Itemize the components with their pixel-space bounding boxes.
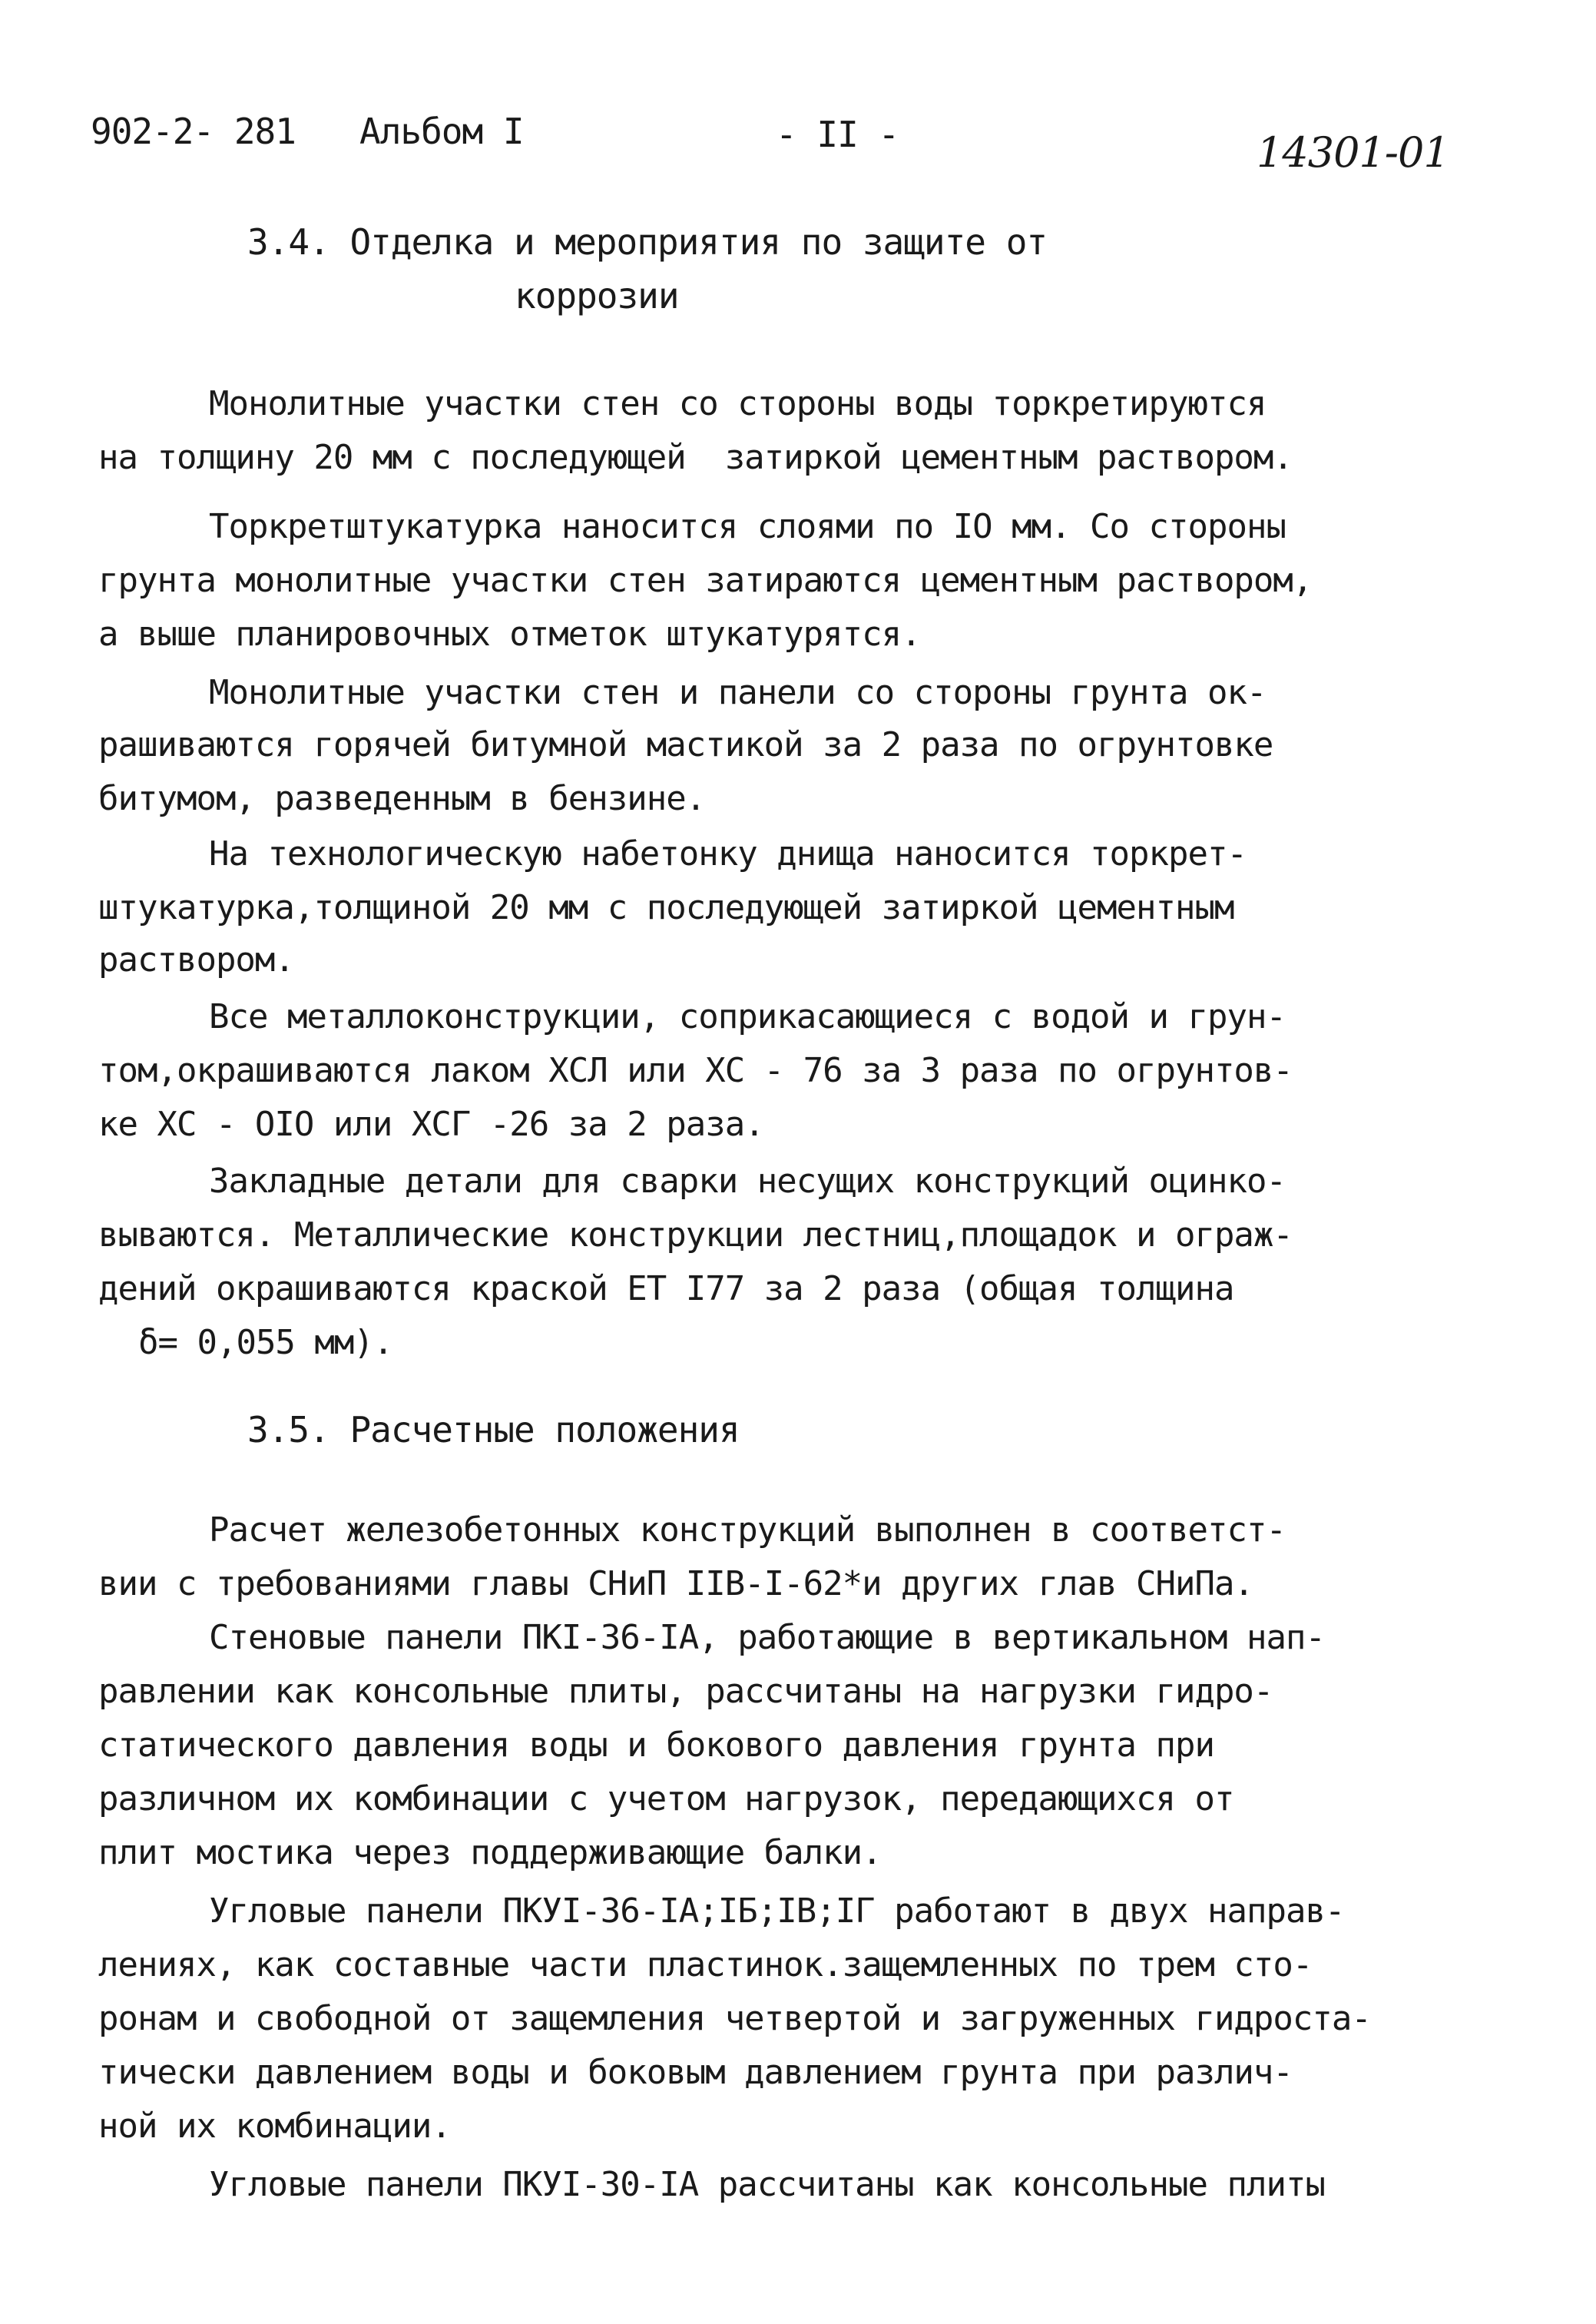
body-line: Угловые панели ПКУI-36-IA;IБ;IВ;IГ работают в двух направ- xyxy=(209,1891,1345,1931)
body-line: Монолитные участки стен со стороны воды торкретируются xyxy=(209,384,1267,423)
body-line: дений окрашиваются краской ЕТ I77 за 2 раза (общая толщина xyxy=(98,1269,1234,1308)
body-line: раствором. xyxy=(98,940,294,980)
body-line: на толщину 20 мм с последующей затиркой цементным раствором. xyxy=(98,438,1293,477)
body-line: тически давлением воды и боковым давлением грунта при различ- xyxy=(98,2053,1293,2092)
section-3-5-title: 3.5. Расчетные положения xyxy=(247,1409,740,1450)
body-line: вываются. Металлические конструкции лестниц,площадок и ограж- xyxy=(98,1215,1293,1255)
body-line: статического давления воды и бокового давления грунта при xyxy=(98,1726,1214,1765)
body-line: ронам и свободной от защемления четвертой и загруженных гидроста- xyxy=(98,1999,1371,2038)
body-line: Расчет железобетонных конструкций выполнен в соответст- xyxy=(209,1510,1286,1550)
body-line: Закладные детали для сварки несущих конструкций оцинко- xyxy=(209,1162,1286,1201)
body-line: штукатурка,толщиной 20 мм с последующей затиркой цементным xyxy=(98,888,1234,927)
body-line: различном их комбинации с учетом нагрузок, передающихся от xyxy=(98,1779,1234,1818)
body-line: Торкретштукатурка наносится слоями по IO мм. Со стороны xyxy=(209,507,1286,546)
body-line: Угловые панели ПКУI-30-IA рассчитаны как консольные плиты xyxy=(209,2165,1325,2204)
body-line: Монолитные участки стен и панели со стороны грунта ок- xyxy=(209,673,1267,712)
body-line: а выше планировочных отметок штукатурятся. xyxy=(98,615,921,654)
body-line: битумом, разведенным в бензине. xyxy=(98,779,706,818)
body-line: рашиваются горячей битумной мастикой за 2 раза по огрунтовке xyxy=(98,725,1273,764)
document-code: 902-2- 281 xyxy=(91,111,296,152)
body-line: том,окрашиваются лаком ХСЛ или ХС - 76 за 3 раза по огрунтов- xyxy=(98,1051,1293,1090)
body-line: грунта монолитные участки стен затираются цементным раствором, xyxy=(98,561,1313,600)
inventory-number: 14301-01 xyxy=(1257,128,1449,177)
body-line: Все металлоконструкции, соприкасающиеся с водой и грун- xyxy=(209,997,1286,1036)
body-line: Стеновые панели ПКI-36-IA, работающие в вертикальном нап- xyxy=(209,1618,1325,1657)
body-line: ной их комбинации. xyxy=(98,2107,451,2146)
body-line: плит мостика через поддерживающие балки. xyxy=(98,1833,882,1872)
body-line: На технологическую набетонку днища наносится торкрет- xyxy=(209,834,1247,874)
section-3-4-title-line2: коррозии xyxy=(515,275,679,317)
body-line: лениях, как составные части пластинок.защемленных по трем сто- xyxy=(98,1945,1313,1984)
body-line: δ= 0,055 мм). xyxy=(138,1323,393,1362)
body-line: вии с требованиями главы СНиП IIВ-I-62*и других глав СНиПа. xyxy=(98,1564,1253,1603)
section-3-4-title-line1: 3.4. Отделка и мероприятия по защите от xyxy=(247,221,1048,263)
body-line: равлении как консольные плиты, рассчитаны на нагрузки гидро- xyxy=(98,1672,1273,1711)
page-number: - II - xyxy=(776,114,899,155)
album-label: Альбом I xyxy=(359,111,524,152)
body-line: ке ХС - OIO или ХСГ -26 за 2 раза. xyxy=(98,1105,764,1144)
